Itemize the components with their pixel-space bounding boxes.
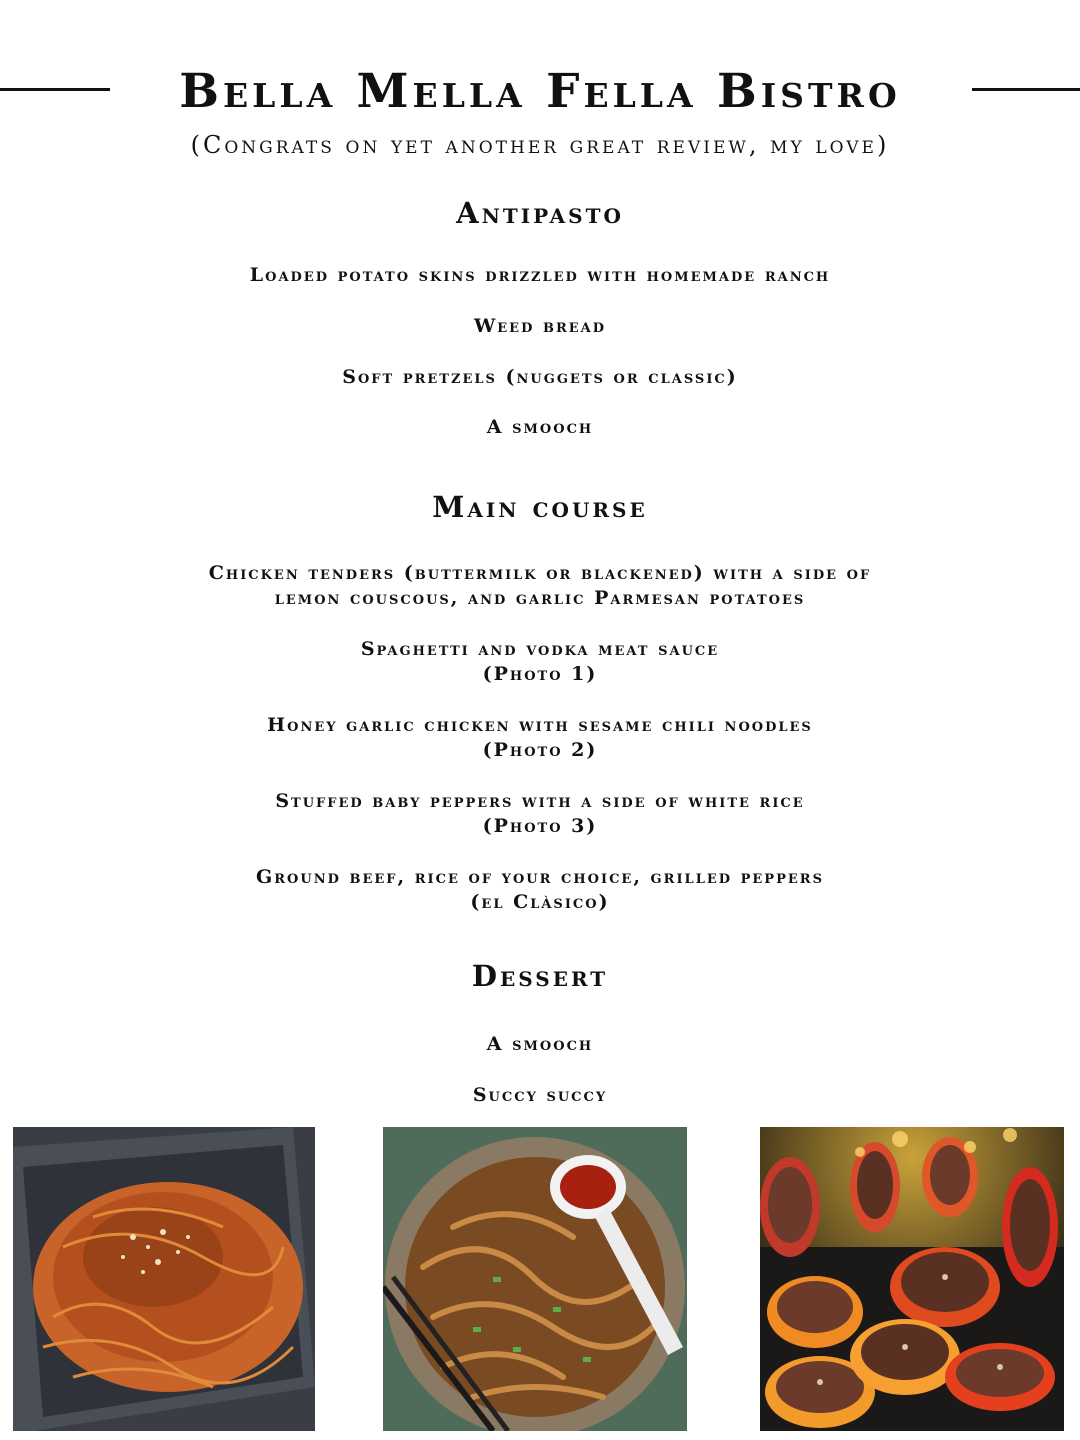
- menu-item: Spaghetti and vodka meat sauce (Photo 1): [360, 638, 720, 685]
- menu-item: A smooch: [486, 416, 594, 438]
- menu-item: Succy succy: [472, 1084, 608, 1106]
- menu-item: Loaded potato skins drizzled with homemade ranch: [249, 264, 831, 286]
- stuffed-peppers-photo: [760, 1127, 1064, 1431]
- menu-item: A smooch: [486, 1033, 594, 1055]
- title-rule-right: [972, 88, 1080, 91]
- title-row: [0, 62, 1080, 122]
- page-title: Bella Mella Fella Bistro: [179, 64, 901, 119]
- noodles-photo: [383, 1127, 687, 1431]
- section-heading-antipasto: Antipasto: [456, 196, 624, 230]
- menu-item: Weed bread: [473, 315, 607, 337]
- menu-item: Ground beef, rice of your choice, grilled peppers (el Clàsico): [256, 866, 824, 913]
- menu-item: Chicken tenders (buttermilk or blackened) with a side of lemon couscous, and garlic Parmesan potatoes: [208, 562, 872, 609]
- spaghetti-photo: [13, 1127, 315, 1431]
- menu-item: Soft pretzels (nuggets or classic): [342, 366, 738, 388]
- menu-item: Stuffed baby peppers with a side of white rice (Photo 3): [275, 790, 805, 837]
- page-subtitle: (Congrats on yet another great review, my love): [190, 131, 890, 159]
- section-heading-dessert: Dessert: [471, 959, 609, 993]
- menu-item: Honey garlic chicken with sesame chili noodles (Photo 2): [267, 714, 813, 761]
- section-heading-main-course: Main course: [432, 490, 648, 524]
